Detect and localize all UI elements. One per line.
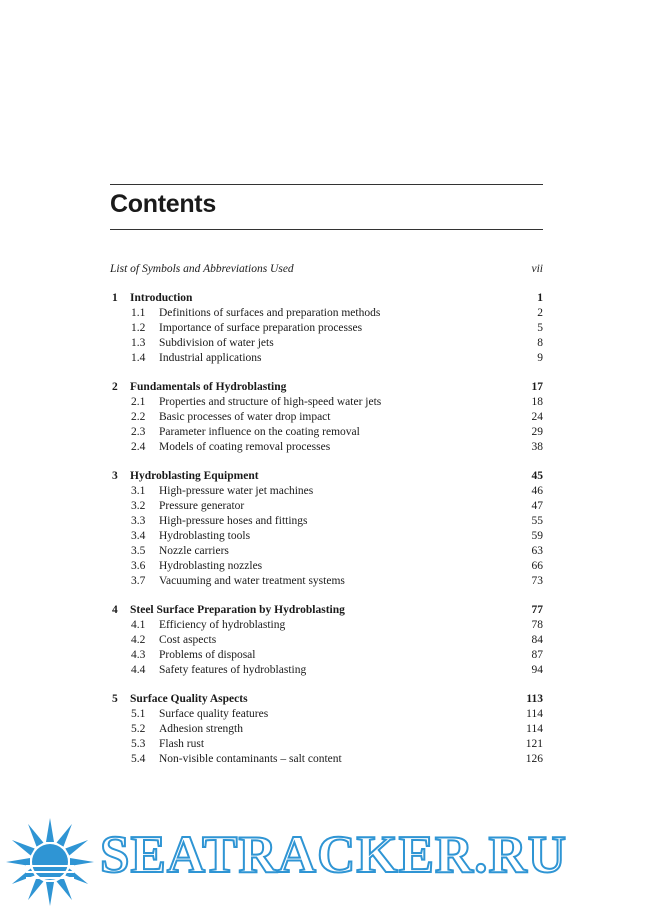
chapter-number: 4: [112, 604, 118, 616]
chapter-list: [110, 291, 543, 767]
toc-section-1-3[interactable]: [110, 336, 543, 351]
section-title: Hydroblasting tools: [159, 530, 251, 542]
section-title: Subdivision of water jets: [159, 337, 274, 349]
section-number: 3.2: [131, 500, 146, 512]
section-title: Industrial applications: [159, 352, 262, 364]
chapter-title: Surface Quality Aspects: [130, 693, 248, 705]
toc-section-2-1[interactable]: [110, 395, 543, 410]
front-matter-title: List of Symbols and Abbreviations Used: [110, 263, 294, 275]
section-number: 3.6: [131, 560, 146, 572]
section-number: 3.7: [131, 575, 146, 587]
section-page: 121: [525, 738, 543, 750]
section-page: 126: [525, 753, 543, 765]
section-page: 18: [531, 396, 543, 408]
toc-section-3-6[interactable]: [110, 559, 543, 574]
chapter-title: Introduction: [130, 292, 193, 304]
toc-section-1-2[interactable]: [110, 321, 543, 336]
top-rule: [110, 184, 543, 185]
section-title: Flash rust: [159, 738, 205, 750]
section-title: Safety features of hydroblasting: [159, 664, 307, 676]
section-number: 3.5: [131, 545, 146, 557]
toc-section-1-4[interactable]: [110, 351, 543, 366]
toc-section-2-2[interactable]: [110, 410, 543, 425]
section-page: 38: [531, 441, 543, 453]
section-page: 24: [531, 411, 543, 423]
toc-section-5-3[interactable]: [110, 737, 543, 752]
section-page: 5: [537, 322, 543, 334]
chapter-number: 5: [112, 693, 118, 705]
section-number: 5.2: [131, 723, 146, 735]
chapter-page: 77: [531, 604, 543, 616]
section-page: 73: [531, 575, 543, 587]
toc-section-5-1[interactable]: [110, 707, 543, 722]
toc-section-3-3[interactable]: [110, 514, 543, 529]
toc-section-4-1[interactable]: [110, 618, 543, 633]
toc-section-2-3[interactable]: [110, 425, 543, 440]
section-page: 114: [526, 723, 543, 735]
chapter-block: [110, 603, 543, 678]
chapter-title: Steel Surface Preparation by Hydroblasting: [130, 604, 345, 616]
section-page: 114: [526, 708, 543, 720]
section-title: Vacuuming and water treatment systems: [159, 575, 345, 587]
section-number: 4.3: [131, 649, 146, 661]
chapter-title: Fundamentals of Hydroblasting: [130, 381, 287, 393]
chapter-block: [110, 469, 543, 589]
section-number: 1.4: [131, 352, 146, 364]
chapter-number: 2: [112, 381, 118, 393]
bottom-rule: [110, 229, 543, 230]
section-title: Efficiency of hydroblasting: [159, 619, 286, 631]
toc-section-3-1[interactable]: [110, 484, 543, 499]
chapter-page: 113: [526, 693, 543, 705]
toc-chapter-1[interactable]: [110, 291, 543, 306]
section-page: 46: [531, 485, 543, 497]
front-matter-page: vii: [531, 263, 543, 275]
toc-section-5-4[interactable]: [110, 752, 543, 767]
toc-section-3-4[interactable]: [110, 529, 543, 544]
section-title: Basic processes of water drop impact: [159, 411, 331, 423]
section-page: 84: [531, 634, 543, 646]
toc-chapter-5[interactable]: [110, 692, 543, 707]
section-page: 29: [531, 426, 543, 438]
section-page: 94: [531, 664, 543, 676]
chapter-block: [110, 380, 543, 455]
section-title: Adhesion strength: [159, 723, 244, 735]
section-number: 1.2: [131, 322, 146, 334]
toc-chapter-3[interactable]: [110, 469, 543, 484]
section-number: 3.3: [131, 515, 146, 527]
section-title: Hydroblasting nozzles: [159, 560, 263, 572]
chapter-block: [110, 291, 543, 366]
section-number: 3.4: [131, 530, 146, 542]
toc-section-4-2[interactable]: [110, 633, 543, 648]
toc-section-3-2[interactable]: [110, 499, 543, 514]
toc-section-3-5[interactable]: [110, 544, 543, 559]
section-number: 5.3: [131, 738, 146, 750]
sun-logo-icon: [6, 818, 94, 906]
section-title: Cost aspects: [159, 634, 217, 646]
toc-section-3-7[interactable]: [110, 574, 543, 589]
section-title: Pressure generator: [159, 500, 245, 512]
section-title: Surface quality features: [159, 708, 269, 720]
section-page: 87: [531, 649, 543, 661]
section-number: 3.1: [131, 485, 146, 497]
section-number: 5.4: [131, 753, 146, 765]
section-title: Definitions of surfaces and preparation methods: [159, 307, 381, 319]
section-title: High-pressure hoses and fittings: [159, 515, 308, 527]
toc-section-2-4[interactable]: [110, 440, 543, 455]
toc-chapter-2[interactable]: [110, 380, 543, 395]
section-title: Properties and structure of high-speed water jets: [159, 396, 382, 408]
section-number: 2.2: [131, 411, 146, 423]
section-title: High-pressure water jet machines: [159, 485, 314, 497]
section-number: 2.3: [131, 426, 146, 438]
chapter-title: Hydroblasting Equipment: [130, 470, 259, 482]
section-title: Importance of surface preparation processes: [159, 322, 363, 334]
table-of-contents: [110, 262, 543, 781]
section-page: 59: [531, 530, 543, 542]
toc-section-5-2[interactable]: [110, 722, 543, 737]
chapter-page: 45: [531, 470, 543, 482]
section-number: 4.1: [131, 619, 146, 631]
section-number: 1.1: [131, 307, 146, 319]
section-number: 2.1: [131, 396, 146, 408]
section-number: 4.2: [131, 634, 146, 646]
section-page: 9: [537, 352, 543, 364]
watermark-text: SEATRACKER.RU: [100, 826, 567, 884]
toc-section-4-3[interactable]: [110, 648, 543, 663]
section-title: Nozzle carriers: [159, 545, 229, 557]
toc-section-1-1[interactable]: [110, 306, 543, 321]
section-page: 8: [537, 337, 543, 349]
section-page: 2: [537, 307, 543, 319]
chapter-block: [110, 692, 543, 767]
toc-section-4-4[interactable]: [110, 663, 543, 678]
section-page: 63: [531, 545, 543, 557]
section-title: Problems of disposal: [159, 649, 256, 661]
section-page: 55: [531, 515, 543, 527]
section-number: 5.1: [131, 708, 146, 720]
toc-chapter-4[interactable]: [110, 603, 543, 618]
chapter-number: 3: [112, 470, 118, 482]
section-title: Parameter influence on the coating removal: [159, 426, 360, 438]
section-number: 1.3: [131, 337, 146, 349]
section-number: 2.4: [131, 441, 146, 453]
chapter-page: 1: [537, 292, 543, 304]
section-title: Models of coating removal processes: [159, 441, 331, 453]
section-page: 66: [531, 560, 543, 572]
chapter-page: 17: [531, 381, 543, 393]
section-page: 78: [531, 619, 543, 631]
section-number: 4.4: [131, 664, 146, 676]
toc-front-matter[interactable]: [110, 262, 543, 277]
page-title: Contents: [110, 190, 216, 218]
section-title: Non-visible contaminants – salt content: [159, 753, 342, 765]
section-page: 47: [531, 500, 543, 512]
chapter-number: 1: [112, 292, 118, 304]
